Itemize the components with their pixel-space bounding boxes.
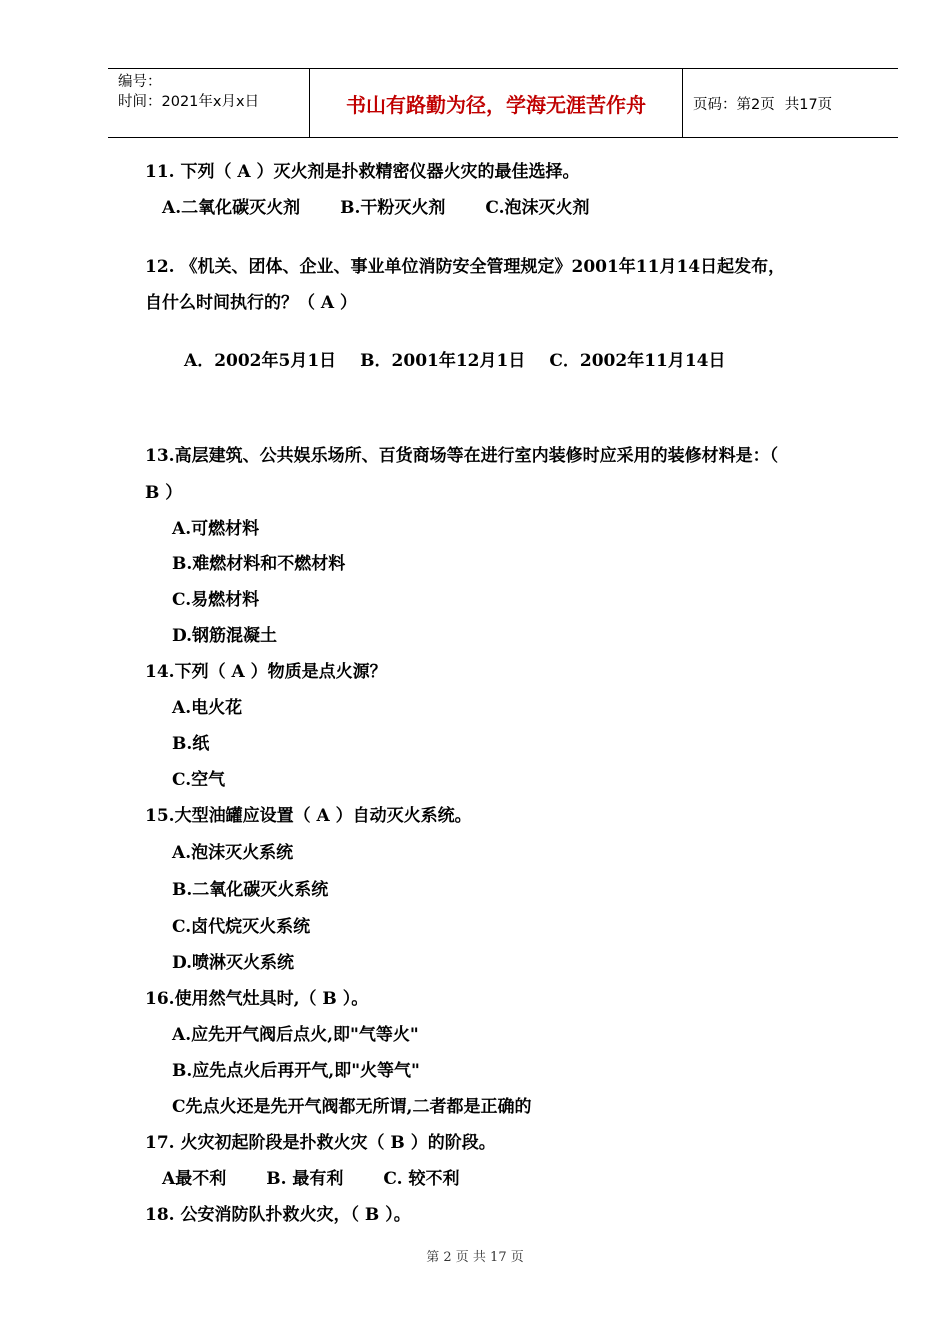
page-number-label: 页码：第2页 [693,97,775,113]
option-a: A．2002年5月1日 [184,351,337,371]
question-18-stem: 18. 公安消防队扑救火灾，（ B ）。 [145,1205,411,1225]
question-16-stem: 16.使用然气灶具时,（ B ）。 [145,989,369,1009]
question-17-options [162,1168,460,1190]
option-c: C.泡沫灭火剂 [485,198,590,218]
question-16-option-b: B.应先点火后再开气,即"火等气" [172,1061,420,1081]
option-a: A.二氧化碳灭火剂 [162,198,301,218]
option-b: B.干粉灭火剂 [340,198,446,218]
question-11-stem: 11. 下列（ A ）灭火剂是扑救精密仪器火灾的最佳选择。 [145,162,580,182]
page-info [693,93,842,114]
number-label: 编号： [118,74,162,90]
question-13-option-a: A.可燃材料 [172,519,260,539]
question-13-option-d: D.钢筋混凝土 [172,626,278,646]
option-c: C. 较不利 [383,1169,460,1189]
question-17-stem: 17. 火灾初起阶段是扑救火灾（ B ）的阶段。 [145,1133,496,1153]
option-a: A最不利 [162,1169,227,1189]
question-14-stem: 14.下列（ A ）物质是点火源？ [145,662,387,682]
question-13-stem: 13.高层建筑、公共娱乐场所、百货商场等在进行室内装修时应采用的装修材料是：（ [145,446,779,466]
question-13-option-c: C.易燃材料 [172,590,260,610]
question-16-option-a: A.应先开气阀后点火,即"气等火" [172,1025,419,1045]
question-14-option-b: B.纸 [172,734,210,754]
time-label: 时间：2021年x月x日 [118,94,260,110]
question-15-option-b: B.二氧化碳灭火系统 [172,880,329,900]
question-11-options [162,197,590,219]
question-14-option-a: A.电火花 [172,698,243,718]
question-15-option-a: A.泡沫灭火系统 [172,843,294,863]
question-15-option-c: C.卤代烷灭火系统 [172,917,311,937]
question-12-options [184,350,726,372]
question-15-stem: 15.大型油罐应设置（ A ）自动灭火系统。 [145,806,472,826]
page-footer: 第 2 页 共 17 页 [426,1250,524,1265]
question-14-option-c: C.空气 [172,770,226,790]
header-meta [118,72,308,112]
question-15-option-d: D.喷淋灭火系统 [172,953,295,973]
option-b: B. 最有利 [266,1169,344,1189]
question-12-stem-continued: 自什么时间执行的？（ A ） [145,293,358,313]
question-13-option-b: B.难燃材料和不燃材料 [172,554,346,574]
total-pages-label: 共17页 [784,97,833,113]
question-16-option-c: C先点火还是先开气阀都无所谓,二者都是正确的 [172,1097,532,1117]
document-header [108,68,898,138]
question-13-stem-continued: B ） [145,483,183,503]
option-c: C．2002年11月14日 [549,351,726,371]
option-b: B．2001年12月1日 [360,351,526,371]
header-motto: 书山有路勤为径，学海无涯苦作舟 [346,92,646,117]
header-divider [682,69,683,137]
question-12-stem: 12. 《机关、团体、企业、事业单位消防安全管理规定》2001年11月14日起发布， [145,257,786,277]
